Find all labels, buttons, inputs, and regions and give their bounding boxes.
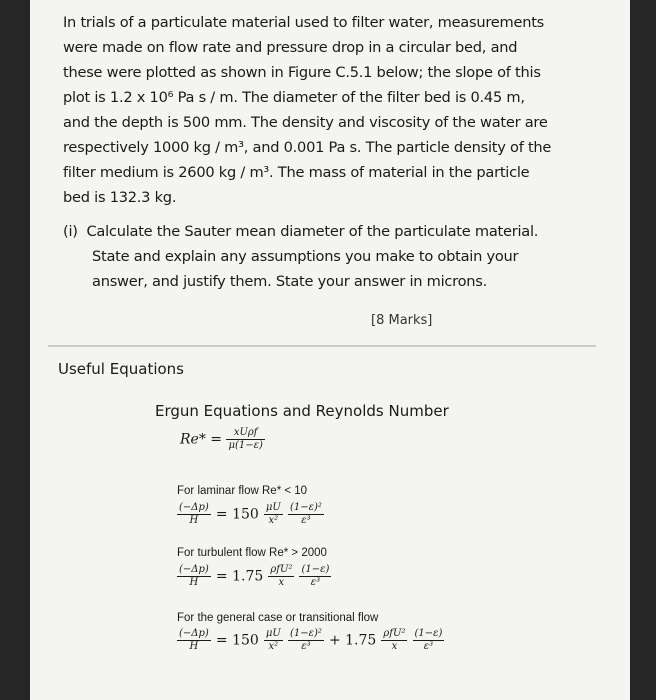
problem-line: filter medium is 2600 kg / m³. The mass of material in the particle (63, 164, 530, 181)
reynolds-equation: Re* = $\frac{\text{xUρf}}{\mu(1-\varepsilon)}$ (180, 427, 263, 451)
section-divider (48, 345, 596, 347)
marks-label: [8 Marks] (371, 313, 433, 328)
reynolds-fraction: $\frac{\text{xUρf}}{\mu(1-\varepsilon)}$ (228, 427, 263, 451)
problem-line: plot is 1.2 x 10⁶ Pa s / m. The diameter of the filter bed is 0.45 m, (63, 89, 525, 106)
question-label: (i) (63, 223, 78, 240)
photo-frame-right (630, 0, 656, 700)
problem-line: were made on flow rate and pressure drop in a circular bed, and (63, 39, 518, 56)
question-line: Calculate the Sauter mean diameter of the particulate material. (86, 223, 539, 240)
photo-frame-left (0, 0, 30, 700)
question-line: State and explain any assumptions you make to obtain your (92, 248, 519, 265)
problem-line: respectively 1000 kg / m³, and 0.001 Pa s. The particle density of the (63, 139, 552, 156)
laminar-label: For laminar flow Re* < 10 (177, 485, 308, 497)
problem-line: In trials of a particulate material used to filter water, measurements (63, 14, 545, 31)
turbulent-equation: $\frac{(-\Delta p)}{H}$ = 1.75 $\frac{\text{ρfU²}}{x}$ $\frac{(1-\varepsilon)}{\text{ε³}}$ (179, 564, 330, 588)
laminar-equation: $\frac{(-\Delta p)}{H}$ = 150 $\frac{\mu U}{\text{x²}}$ $\frac{\text{(1−ε)²}}{\text{ε³}}$ (179, 502, 322, 526)
general-label: For the general case or transitional flow (177, 612, 379, 624)
question-line: answer, and justify them. State your answer in microns. (92, 273, 488, 290)
ergun-heading: Ergun Equations and Reynolds Number (155, 402, 449, 420)
general-equation: $\frac{(-\Delta p)}{H}$ = 150 $\frac{\mu U}{\text{x²}}$ $\frac{\text{(1−ε)²}}{\text{ε³}}$ + 1.75 $\frac{\text{ρfU²}}{x}$ $\frac{(1-\varepsilon)}{\text{ε³}}$ (179, 628, 443, 652)
problem-line: bed is 132.3 kg. (63, 189, 177, 206)
turbulent-label: For turbulent flow Re* > 2000 (177, 547, 327, 559)
useful-equations-heading: Useful Equations (58, 360, 184, 378)
problem-statement (63, 10, 603, 210)
question-part-i (63, 219, 603, 294)
problem-line: and the depth is 500 mm. The density and viscosity of the water are (63, 114, 548, 131)
problem-line: these were plotted as shown in Figure C.5.1 below; the slope of this (63, 64, 541, 81)
